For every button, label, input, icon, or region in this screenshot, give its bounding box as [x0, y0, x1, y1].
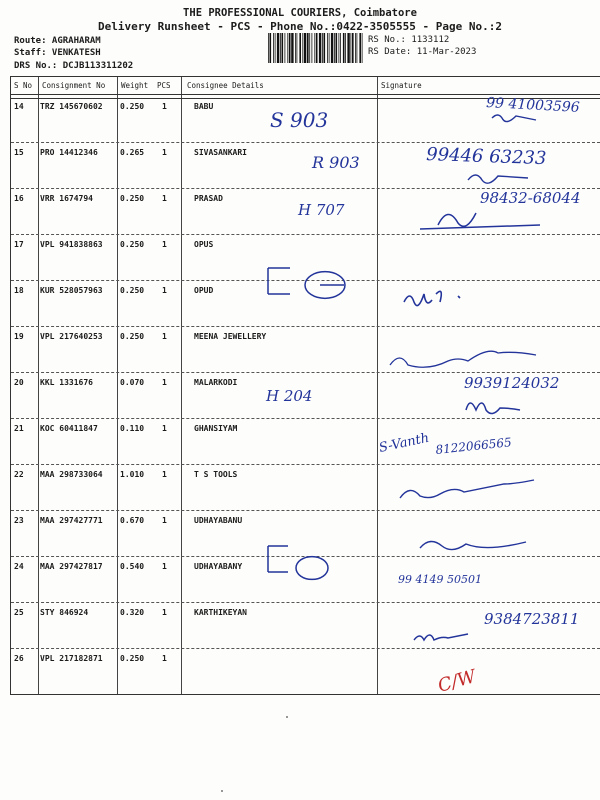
row-consignee: GHANSIYAM — [194, 424, 238, 433]
row-consignment-no: VPL 941838863 — [40, 240, 103, 249]
row-sno: 19 — [14, 332, 24, 341]
row-pcs: 1 — [162, 562, 167, 571]
row-weight: 0.250 — [120, 102, 145, 111]
row-consignment-no: VPL 217182871 — [40, 654, 103, 663]
hw-red-mark: C/W — [435, 666, 479, 697]
row-weight: 0.320 — [120, 608, 145, 617]
row-consignment-no: PRO 14412346 — [40, 148, 98, 157]
row-consignee: OPUS — [194, 240, 214, 249]
row-sno: 25 — [14, 608, 24, 617]
hw-phone-4: 9939124032 — [464, 374, 560, 392]
row-pcs: 1 — [162, 608, 167, 617]
row-sno: 14 — [14, 102, 24, 111]
hw-phone-7: 9384723811 — [484, 610, 580, 628]
col-pcs-header: PCS — [157, 81, 171, 90]
row-consignment-no: MAA 297427817 — [40, 562, 103, 571]
row-weight: 0.540 — [120, 562, 145, 571]
row-sno: 18 — [14, 286, 24, 295]
rs-date: RS Date: 11-Mar-2023 — [368, 47, 477, 57]
row-consignee: KARTHIKEYAN — [194, 608, 247, 617]
route-label: Route: AGRAHARAM — [14, 36, 101, 46]
drs-number: DRS No.: DCJB113311202 — [14, 61, 134, 71]
hw-sign-7: S-Vanth — [377, 430, 431, 456]
col-signature-header: Signature — [381, 81, 422, 90]
hw-room-s903: S 903 — [270, 108, 329, 132]
row-weight: 0.250 — [120, 194, 145, 203]
row-sno: 20 — [14, 378, 24, 387]
row-sno: 24 — [14, 562, 24, 571]
row-pcs: 1 — [162, 286, 167, 295]
row-consignment-no: KOC 60411847 — [40, 424, 98, 433]
col-consignee-header: Consignee Details — [187, 81, 264, 90]
row-consignment-no: KUR 528057963 — [40, 286, 103, 295]
row-consignee: BABU — [194, 102, 214, 111]
hw-phone-5: 8122066565 — [434, 435, 513, 457]
col-consignment-header: Consignment No — [42, 81, 106, 90]
row-pcs: 1 — [162, 516, 167, 525]
hw-phone-1: 99 41003596 — [485, 95, 581, 116]
row-consignment-no: VRR 1674794 — [40, 194, 93, 203]
row-sno: 21 — [14, 424, 24, 433]
hw-phone-3: 98432-68044 — [480, 189, 581, 207]
row-pcs: 1 — [162, 148, 167, 157]
col-weight-header: Weight — [121, 81, 149, 90]
row-consignee: SIVASANKARI — [194, 148, 247, 157]
hw-room-r903: R 903 — [312, 153, 360, 172]
runsheet-table — [10, 76, 600, 695]
row-consignment-no: TRZ 145670602 — [40, 102, 103, 111]
row-sno: 16 — [14, 194, 24, 203]
row-pcs: 1 — [162, 102, 167, 111]
row-pcs: 1 — [162, 194, 167, 203]
row-sno: 17 — [14, 240, 24, 249]
row-weight: 0.670 — [120, 516, 145, 525]
row-sno: 15 — [14, 148, 24, 157]
row-consignee: PRASAD — [194, 194, 223, 203]
row-weight: 1.010 — [120, 470, 145, 479]
runsheet-subtitle: Delivery Runsheet - PCS - Phone No.:0422-3505555 - Page No.:2 — [98, 20, 502, 33]
row-consignee: T S TOOLS — [194, 470, 238, 479]
hw-phone-2: 99446 63233 — [425, 144, 547, 170]
row-consignee: MEENA JEWELLERY — [194, 332, 267, 341]
hw-phone-6: 99 4149 50501 — [398, 573, 482, 586]
col-sno-header: S No — [14, 81, 33, 90]
row-pcs: 1 — [162, 424, 167, 433]
row-weight: 0.110 — [120, 424, 145, 433]
row-pcs: 1 — [162, 332, 167, 341]
row-pcs: 1 — [162, 378, 167, 387]
row-consignment-no: MAA 298733064 — [40, 470, 103, 479]
row-consignee: UDHAYABANY — [194, 562, 243, 571]
row-consignee: OPUD — [194, 286, 214, 295]
row-consignment-no: KKL 1331676 — [40, 378, 93, 387]
company-title: THE PROFESSIONAL COURIERS, Coimbatore — [183, 7, 417, 19]
row-pcs: 1 — [162, 654, 167, 663]
row-weight: 0.250 — [120, 286, 145, 295]
row-weight: 0.265 — [120, 148, 145, 157]
row-weight: 0.250 — [120, 240, 145, 249]
row-consignee: UDHAYABANU — [194, 516, 243, 525]
row-pcs: 1 — [162, 470, 167, 479]
rs-number: RS No.: 1133112 — [368, 35, 450, 45]
row-weight: 0.250 — [120, 654, 145, 663]
hw-room-h204: H 204 — [266, 387, 313, 405]
row-sno: 26 — [14, 654, 24, 663]
row-pcs: 1 — [162, 240, 167, 249]
row-consignee: MALARKODI — [194, 378, 238, 387]
row-sno: 23 — [14, 516, 24, 525]
row-weight: 0.250 — [120, 332, 145, 341]
hw-room-h707: H 707 — [298, 201, 345, 219]
barcode — [268, 33, 363, 63]
row-weight: 0.070 — [120, 378, 145, 387]
row-consignment-no: VPL 217640253 — [40, 332, 103, 341]
row-consignment-no: MAA 297427771 — [40, 516, 103, 525]
row-consignment-no: STY 846924 — [40, 608, 89, 617]
staff-label: Staff: VENKATESH — [14, 48, 101, 58]
row-sno: 22 — [14, 470, 24, 479]
